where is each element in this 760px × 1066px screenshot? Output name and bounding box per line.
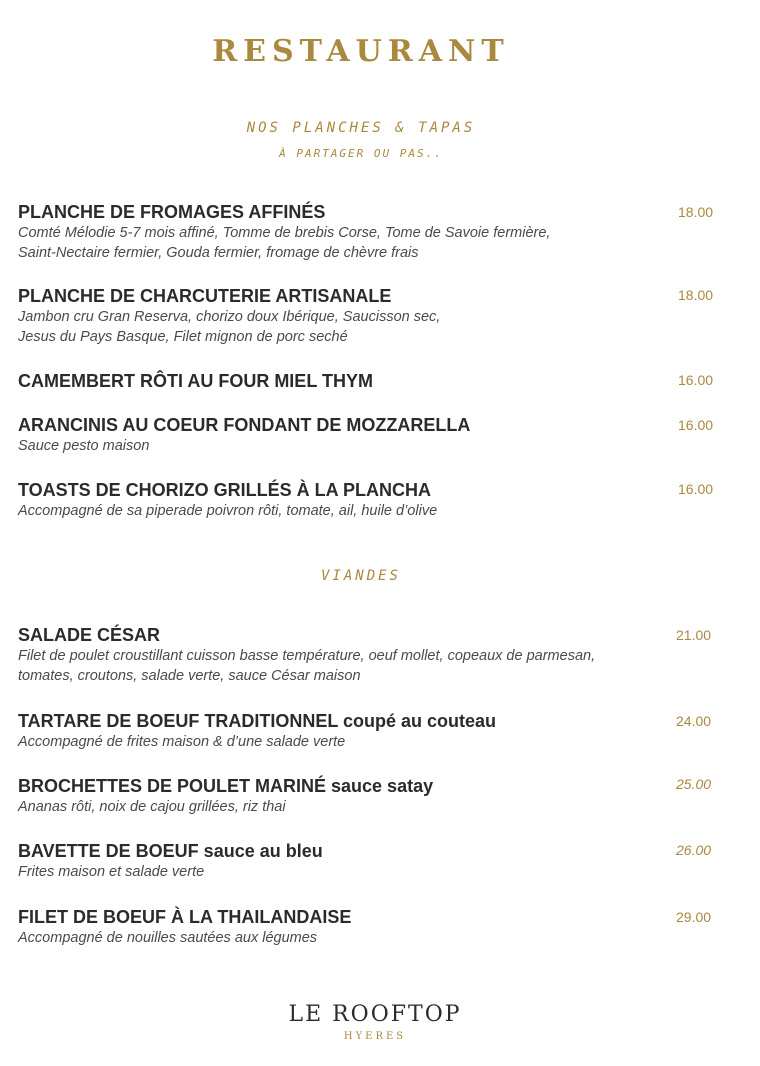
item-price: 16.00: [678, 481, 714, 497]
page-title: RESTAURANT: [212, 34, 510, 69]
item-description: Sauce pesto maison: [18, 438, 150, 454]
item-name: ARANCINIS AU COEUR FONDANT DE MOZZARELLA: [18, 415, 471, 435]
item-name: PLANCHE DE CHARCUTERIE ARTISANALE: [18, 286, 392, 306]
menu-item: [18, 775, 718, 817]
section-subtitle-planches: À PARTAGER OU PAS..: [279, 147, 443, 160]
item-description: tomates, croutons, salade verte, sauce César maison: [18, 668, 361, 684]
menu-item: [18, 370, 718, 392]
menu-item: [18, 624, 718, 686]
item-name: SALADE CÉSAR: [18, 625, 161, 645]
footer-city: HYERES: [343, 1031, 407, 1042]
item-price: 21.00: [676, 627, 712, 643]
menu-item: [18, 201, 718, 263]
item-name: PLANCHE DE FROMAGES AFFINÉS: [18, 202, 326, 222]
item-name: TOASTS DE CHORIZO GRILLÉS À LA PLANCHA: [18, 480, 432, 500]
item-price: 18.00: [678, 204, 714, 220]
section-title-planches: NOS PLANCHES & TAPAS: [246, 120, 476, 136]
item-description: Frites maison et salade verte: [18, 864, 205, 880]
item-name: CAMEMBERT RÔTI AU FOUR MIEL THYM: [18, 371, 373, 391]
item-description: Ananas rôti, noix de cajou grillées, riz thai: [18, 799, 286, 815]
item-price: 25.00: [676, 776, 712, 792]
item-description: Filet de poulet croustillant cuisson basse température, oeuf mollet, copeaux de parmesan,: [18, 648, 596, 664]
menu-item: [18, 840, 718, 882]
item-price: 16.00: [678, 417, 714, 433]
menu-item: [18, 479, 718, 521]
item-name: FILET DE BOEUF À LA THAILANDAISE: [18, 907, 352, 927]
menu-item: [18, 414, 718, 456]
item-description: Jesus du Pays Basque, Filet mignon de porc seché: [18, 329, 348, 345]
item-description: Jambon cru Gran Reserva, chorizo doux Ibérique, Saucisson sec,: [18, 309, 441, 325]
menu-item: [18, 285, 718, 347]
item-name: TARTARE DE BOEUF TRADITIONNEL coupé au couteau: [18, 711, 497, 731]
item-description: Saint-Nectaire fermier, Gouda fermier, fromage de chèvre frais: [18, 245, 419, 261]
item-name: BAVETTE DE BOEUF sauce au bleu: [18, 841, 323, 861]
item-price: 26.00: [676, 842, 712, 858]
menu-item: [18, 710, 718, 752]
item-description: Accompagné de sa piperade poivron rôti, tomate, ail, huile d’olive: [18, 503, 438, 519]
item-description: Accompagné de frites maison & d’une salade verte: [18, 734, 346, 750]
footer-logo-text: LE ROOFTOP: [288, 1002, 462, 1027]
item-description: Accompagné de nouilles sautées aux légumes: [18, 930, 318, 946]
menu-item: [18, 906, 718, 948]
item-price: 29.00: [676, 909, 712, 925]
section-title-viandes: VIANDES: [320, 568, 401, 584]
item-price: 18.00: [678, 287, 714, 303]
item-description: Comté Mélodie 5-7 mois affiné, Tomme de brebis Corse, Tome de Savoie fermière,: [18, 225, 551, 241]
item-price: 16.00: [678, 372, 714, 388]
item-price: 24.00: [676, 713, 712, 729]
item-name: BROCHETTES DE POULET MARINÉ sauce satay: [18, 776, 434, 796]
